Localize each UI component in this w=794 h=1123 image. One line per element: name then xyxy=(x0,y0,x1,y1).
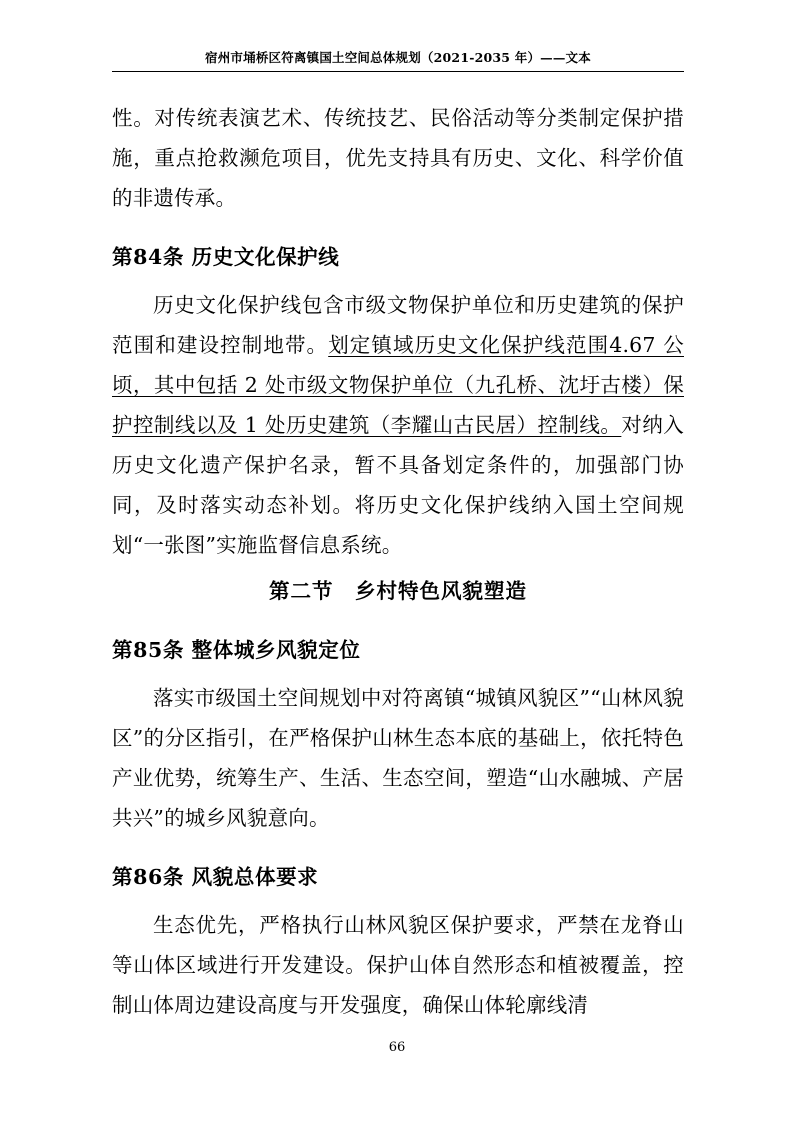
page-header: 宿州市埇桥区符离镇国土空间总体规划（2021-2035 年）——文本 xyxy=(205,50,591,65)
section-title-2: 第二节 乡村特色风貌塑造 xyxy=(269,579,527,603)
heading-article-84: 第84条 历史文化保护线 xyxy=(112,245,340,269)
run-plain-1: 历史文化保护线包含市级文物保护单位和历史建筑的保护范围和建设控制地带。 xyxy=(112,293,684,357)
paragraph-article-85: 落实市级国土空间规划中对符离镇“城镇风貌区”“山林风貌区”的分区指引，在严格保护山林生态本底的基础上，依托特色产业优势，统筹生产、生活、生态空间，塑造“山水融城、产居共兴”的城乡风貌意向。 xyxy=(112,686,684,830)
run-plain-2: 对纳入历史文化遗产保护名录，暂不具备划定条件的，加强部门协同，及时落实动态补划。将历史文化保护线纳入国土空间规划“一张图”实施监督信息系统。 xyxy=(112,413,684,557)
header-divider xyxy=(112,71,684,72)
paragraph-article-84 xyxy=(112,285,684,565)
page-number: 66 xyxy=(388,1040,406,1055)
paragraph-article-86: 生态优先，严格执行山林风貌区保护要求，严禁在龙脊山等山体区域进行开发建设。保护山体自然形态和植被覆盖，控制山体周边建设高度与开发强度，确保山体轮廓线清 xyxy=(112,913,684,1017)
page-content xyxy=(112,48,684,1025)
heading-article-86: 第86条 风貌总体要求 xyxy=(112,865,319,889)
run-underlined: 划定镇域历史文化保护线范围4.67 公顷，其中包括 2 处市级文物保护单位（九孔桥、沈圩古楼）保护控制线以及 1 处历史建筑（李耀山古民居）控制线。 xyxy=(112,333,684,437)
heading-article-85: 第85条 整体城乡风貌定位 xyxy=(112,638,361,662)
paragraph-continued: 性。对传统表演艺术、传统技艺、民俗活动等分类制定保护措施，重点抢救濒危项目，优先支持具有历史、文化、科学价值的非遗传承。 xyxy=(112,106,684,210)
